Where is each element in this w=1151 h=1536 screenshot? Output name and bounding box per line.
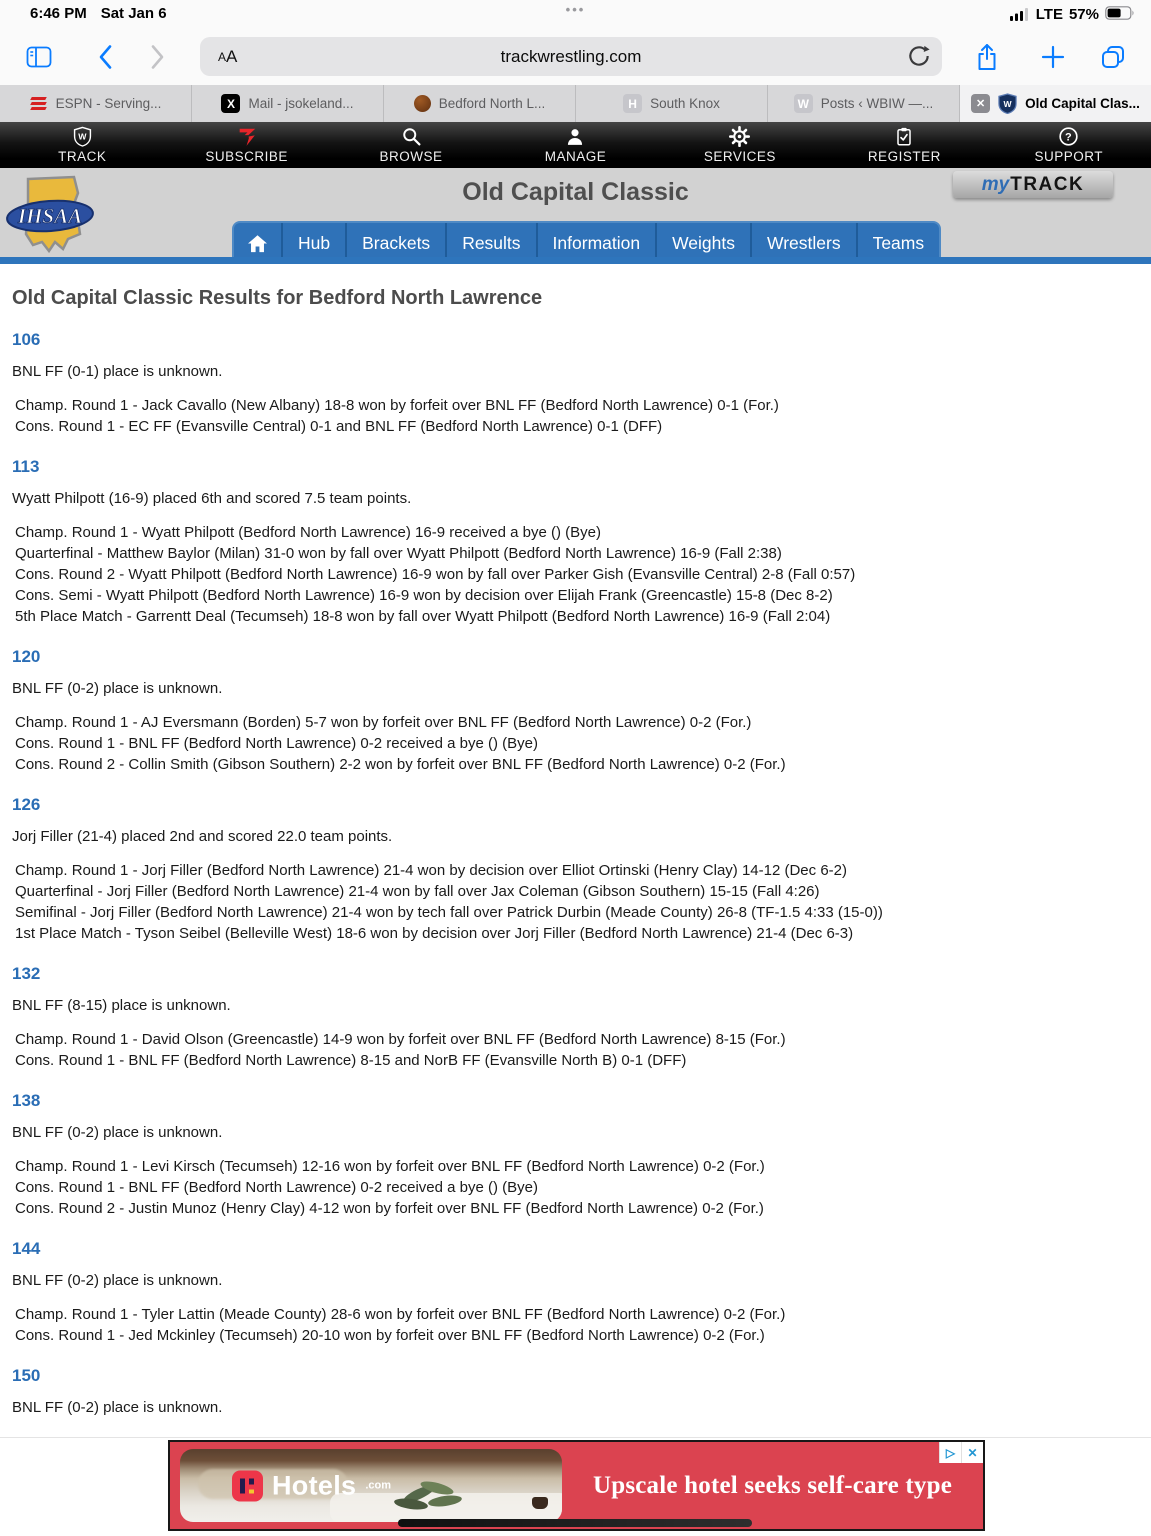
nav-support[interactable]: ? SUPPORT xyxy=(987,122,1151,168)
match-result: Cons. Round 2 - Wyatt Philpott (Bedford North Lawrence) 16-9 won by fall over Parker Gish (Evansville Central) 2-8 (Fall 0:57) xyxy=(15,566,856,583)
hotels-ad-banner[interactable] xyxy=(168,1440,985,1531)
event-title: Old Capital Classic xyxy=(462,178,689,206)
placement-summary: BNL FF (8-15) place is unknown. xyxy=(12,997,231,1014)
weight-class-heading[interactable]: 138 xyxy=(12,1091,41,1110)
browser-toolbar xyxy=(0,28,1151,85)
tab-south-knox[interactable]: H South Knox xyxy=(576,85,768,122)
match-result: Cons. Round 1 - BNL FF (Bedford North Lawrence) 0-2 received a bye () (Bye) xyxy=(15,1179,538,1196)
header-blue-strip xyxy=(0,257,1151,264)
home-icon xyxy=(247,233,268,254)
battery-percent: 57% xyxy=(1068,6,1099,23)
close-tab-icon[interactable]: ✕ xyxy=(971,94,990,113)
battery-icon xyxy=(1105,6,1135,24)
match-result: Champ. Round 1 - Levi Kirsch (Tecumseh) 12-16 won by forfeit over BNL FF (Bedford North Lawrence) 0-2 (For.) xyxy=(15,1158,765,1175)
tab-mail[interactable]: X Mail - jsokeland... xyxy=(192,85,384,122)
weight-class-heading[interactable]: 144 xyxy=(12,1239,41,1258)
tab-bedford[interactable]: Bedford North L... xyxy=(384,85,576,122)
tab-wbiw[interactable]: W Posts ‹ WBIW —... xyxy=(768,85,960,122)
address-bar[interactable] xyxy=(200,37,942,76)
status-date: Sat Jan 6 xyxy=(100,5,167,22)
placement-summary: Jorj Filler (21-4) placed 2nd and scored 22.0 team points. xyxy=(12,828,393,845)
weight-class-heading[interactable]: 126 xyxy=(12,795,41,814)
mail-favicon: X xyxy=(221,94,240,113)
tab-espn[interactable]: ESPN - Serving... xyxy=(0,85,192,122)
url-text: trackwrestling.com xyxy=(500,46,642,66)
weight-class-106 xyxy=(12,330,1139,437)
weight-class-126 xyxy=(12,795,1139,944)
match-result: Cons. Round 2 - Justin Munoz (Henry Clay) 4-12 won by forfeit over BNL FF (Bedford North Lawrence) 0-2 (For.) xyxy=(15,1200,764,1217)
back-icon[interactable] xyxy=(90,42,120,72)
match-result: Cons. Round 1 - EC FF (Evansville Central) 0-1 and BNL FF (Bedford North Lawrence) 0-1 (DFF) xyxy=(15,418,663,435)
question-circle-icon xyxy=(1058,126,1079,147)
match-result: Champ. Round 1 - Wyatt Philpott (Bedford North Lawrence) 16-9 received a bye () (Bye) xyxy=(15,524,601,541)
placement-summary: BNL FF (0-2) place is unknown. xyxy=(12,1124,223,1141)
ad-photo xyxy=(180,1449,562,1522)
weight-class-132 xyxy=(12,964,1139,1071)
gear-icon xyxy=(729,126,750,147)
adchoices-icon[interactable]: ▷ xyxy=(939,1442,961,1463)
weight-class-113 xyxy=(12,457,1139,627)
weight-class-heading[interactable]: 106 xyxy=(12,330,41,349)
match-result: Quarterfinal - Jorj Filler (Bedford North Lawrence) 21-4 won by fall over Jax Coleman (Gibson Southern) 15-15 (Fall 4:26) xyxy=(15,883,820,900)
tab-information[interactable]: Information xyxy=(538,223,658,264)
svg-text:W: W xyxy=(1003,98,1012,109)
basketball-favicon xyxy=(414,95,431,112)
hotels-logo: Hotels .com xyxy=(232,1470,391,1501)
match-result: Quarterfinal - Matthew Baylor (Milan) 31-0 won by fall over Wyatt Philpott (Bedford North Lawrence) 16-9 (Fall 2:38) xyxy=(15,545,782,562)
match-result: Cons. Round 1 - BNL FF (Bedford North Lawrence) 0-2 received a bye () (Bye) xyxy=(15,735,538,752)
weight-class-heading[interactable]: 113 xyxy=(12,457,40,476)
clipboard-check-icon xyxy=(895,126,913,147)
h-favicon: H xyxy=(623,94,642,113)
status-bar xyxy=(0,0,1151,28)
shield-w-icon xyxy=(73,126,92,147)
svg-text:?: ? xyxy=(1065,131,1073,144)
flo-logo-icon xyxy=(236,126,258,147)
event-header xyxy=(0,168,1151,264)
person-icon xyxy=(565,126,585,147)
ad-close-icon[interactable]: ✕ xyxy=(961,1442,983,1463)
placement-summary: BNL FF (0-1) place is unknown. xyxy=(12,363,223,380)
trackwrestling-shield-favicon xyxy=(998,93,1017,114)
match-result: 5th Place Match - Garrentt Deal (Tecumseh) 18-8 won by fall over Wyatt Philpott (Bedford North Lawrence) 16-9 (Fall 2:04) xyxy=(15,608,831,625)
match-result: Champ. Round 1 - Jorj Filler (Bedford North Lawrence) 21-4 won by decision over Elliot Ortinski (Henry Clay) 14-12 (Dec 6-2) xyxy=(15,862,847,879)
weight-class-144 xyxy=(12,1239,1139,1346)
mytrack-button[interactable]: my TRACK xyxy=(953,171,1113,198)
w-favicon: W xyxy=(794,94,813,113)
status-time: 6:46 PM xyxy=(30,5,87,22)
nav-browse[interactable]: BROWSE xyxy=(329,122,493,168)
nav-subscribe[interactable]: SUBSCRIBE xyxy=(164,122,328,168)
sidebar-icon[interactable] xyxy=(24,42,54,72)
ad-top-divider xyxy=(0,1437,1151,1438)
weight-class-heading[interactable]: 150 xyxy=(12,1366,41,1385)
match-result: Cons. Round 2 - Collin Smith (Gibson Southern) 2-2 won by forfeit over BNL FF (Bedford North Lawrence) 0-2 (For.) xyxy=(15,756,786,773)
share-icon[interactable] xyxy=(972,42,1002,72)
weight-class-150 xyxy=(12,1366,1139,1417)
weight-class-heading[interactable]: 120 xyxy=(12,647,41,666)
match-result: Champ. Round 1 - David Olson (Greencastle) 14-9 won by forfeit over BNL FF (Bedford North Lawrence) 8-15 (For.) xyxy=(15,1031,786,1048)
match-result: Cons. Round 1 - BNL FF (Bedford North Lawrence) 8-15 and NorB FF (Evansville North B) 0-1 (DFF) xyxy=(15,1052,687,1069)
placement-summary: BNL FF (0-2) place is unknown. xyxy=(12,680,223,697)
search-icon xyxy=(401,126,422,147)
weight-class-heading[interactable]: 132 xyxy=(12,964,41,983)
cellular-signal-icon xyxy=(1010,4,1030,25)
nav-register[interactable]: REGISTER xyxy=(822,122,986,168)
match-result: Champ. Round 1 - Tyler Lattin (Meade County) 28-6 won by forfeit over BNL FF (Bedford North Lawrence) 0-2 (For.) xyxy=(15,1306,786,1323)
tab-wrestlers[interactable]: Wrestlers xyxy=(752,223,858,264)
page-title: Old Capital Classic Results for Bedford North Lawrence xyxy=(12,287,543,309)
weight-class-120 xyxy=(12,647,1139,775)
hotels-icon xyxy=(232,1470,263,1501)
tab-teams[interactable]: Teams xyxy=(872,233,925,253)
tab-results[interactable]: Results xyxy=(447,223,537,264)
match-result: Champ. Round 1 - AJ Eversmann (Borden) 5-7 won by forfeit over BNL FF (Bedford North Lawrence) 0-2 (For.) xyxy=(15,714,752,731)
safari-tab-strip xyxy=(0,85,1151,122)
tab-old-capital-classic-active[interactable]: ✕ W Old Capital Clas... xyxy=(960,85,1151,122)
refresh-icon[interactable] xyxy=(906,43,932,69)
reader-aa-button[interactable]: A A xyxy=(218,46,238,66)
network-type: LTE xyxy=(1035,6,1063,23)
tabs-overview-icon[interactable] xyxy=(1098,42,1128,72)
match-result: Cons. Round 1 - Jed Mckinley (Tecumseh) 20-10 won by forfeit over BNL FF (Bedford North Lawrence) 0-2 (For.) xyxy=(15,1327,765,1344)
placement-summary: BNL FF (0-2) place is unknown. xyxy=(12,1272,223,1289)
ad-photo-cup xyxy=(532,1497,548,1509)
multitasking-dots-icon[interactable]: ••• xyxy=(565,2,586,17)
nav-manage[interactable]: MANAGE xyxy=(493,122,657,168)
home-indicator[interactable] xyxy=(398,1519,752,1527)
svg-text:W: W xyxy=(77,131,87,142)
trackwrestling-nav xyxy=(0,122,1151,168)
new-tab-plus-icon[interactable] xyxy=(1038,42,1068,72)
tab-brackets[interactable]: Brackets xyxy=(347,223,447,264)
tab-hub[interactable]: Hub xyxy=(283,223,347,264)
nav-track[interactable]: W TRACK xyxy=(0,122,164,168)
match-result: Cons. Semi - Wyatt Philpott (Bedford North Lawrence) 16-9 won by decision over Elijah Frank (Greencastle) 15-8 (Dec 8-2) xyxy=(15,587,833,604)
nav-services[interactable]: SERVICES xyxy=(658,122,822,168)
espn-favicon xyxy=(30,96,48,112)
svg-text:IHSAA: IHSAA xyxy=(17,204,83,228)
placement-summary: BNL FF (0-2) place is unknown. xyxy=(12,1399,223,1416)
results-content xyxy=(0,264,1151,1431)
match-result: Semifinal - Jorj Filler (Bedford North Lawrence) 21-4 won by tech fall over Patrick Durbin (Meade County) 26-8 (TF-1.5 4:33 (15-0)) xyxy=(15,904,883,921)
placement-summary: Wyatt Philpott (16-9) placed 6th and scored 7.5 team points. xyxy=(12,490,412,507)
forward-icon[interactable] xyxy=(142,42,172,72)
tab-weights[interactable]: Weights xyxy=(657,223,752,264)
match-result: Champ. Round 1 - Jack Cavallo (New Albany) 18-8 won by forfeit over BNL FF (Bedford North Lawrence) 0-1 (For.) xyxy=(15,397,779,414)
match-result: 1st Place Match - Tyson Seibel (Belleville West) 18-6 won by decision over Jorj Filler (Bedford North Lawrence) 21-4 (Dec 6-3) xyxy=(15,925,854,942)
weight-class-138 xyxy=(12,1091,1139,1219)
ad-headline: Upscale hotel seeks self-care type xyxy=(592,1471,953,1499)
